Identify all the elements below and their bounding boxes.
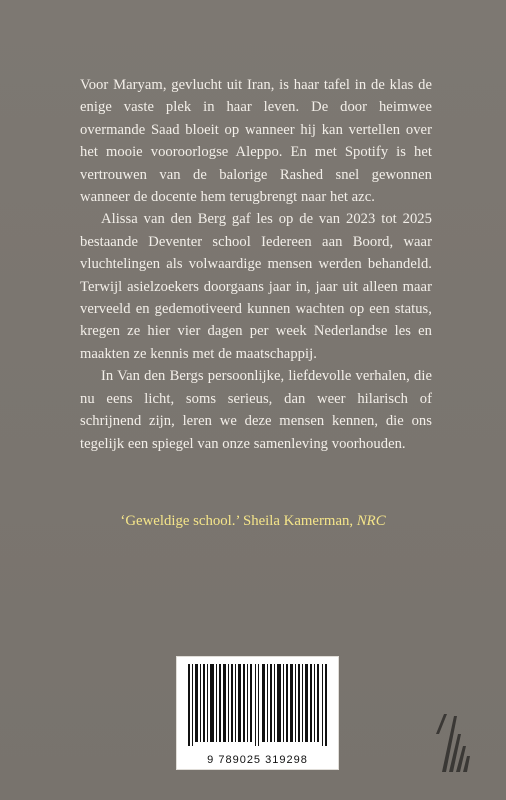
- review-quote: [0, 510, 506, 532]
- blurb-text: [80, 74, 432, 455]
- blurb-paragraph-1: Voor Maryam, gevlucht uit Iran, is haar tafel in de klas de enige vaste plek in haar leven. De door heimwee overmande Saad bloeit op wanneer hij kan vertellen over het mooie vooroorlogse Aleppo. En met Spotify is het vertrouwen van de balorige Rashed snel gewonnen wanneer de docente hem terugbrengt naar het azc.: [80, 77, 432, 206]
- blurb-paragraph-2: Alissa van den Berg gaf les op de van 2023 tot 2025 bestaande Deventer school Iedereen aan Boord, waar vluchtelingen als volwaardige mensen werden behandeld. Terwijl asielzoekers doorgaans jaar in, jaar uit alleen maar verveeld en gedemotiveerd kunnen wachten op een status, kregen ze hier vier dagen per week Nederlandse les en maakten ze kennis met de maatschappij.: [80, 211, 432, 362]
- isbn-number: 9 789025 319298: [207, 754, 308, 766]
- publisher-logo-icon: [436, 712, 472, 776]
- review-quote-text: ‘Geweldige school.’ Sheila Kamerman,: [120, 513, 357, 529]
- review-quote-source: NRC: [356, 513, 386, 529]
- blurb-paragraph-3: In Van den Bergs persoonlijke, liefdevolle verhalen, die nu eens licht, soms serieus, dan weer hilarisch of schrijnend zijn, leren we deze mensen kennen, die ons tegelijk een spiegel van onze samenleving voorhouden.: [80, 368, 432, 452]
- barcode-bars: [186, 664, 331, 746]
- isbn-barcode: [176, 656, 339, 770]
